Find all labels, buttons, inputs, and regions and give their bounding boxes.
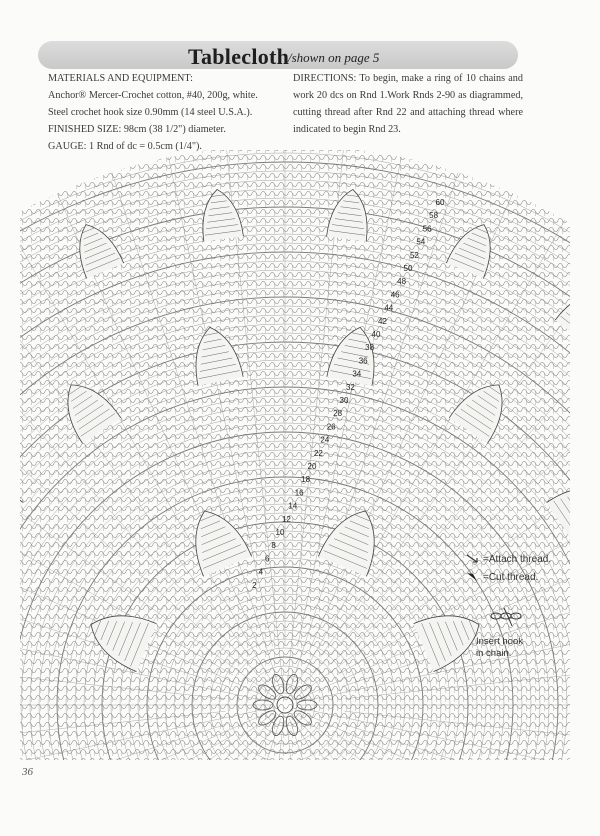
- round-label: 16: [294, 488, 304, 498]
- fan-row: [575, 495, 590, 518]
- round-label: 26: [326, 422, 336, 432]
- materials-line-2: Steel crochet hook size 0.90mm (14 steel U.S.A.).: [48, 107, 253, 118]
- fan-row: [589, 491, 599, 506]
- legend-cut-text: =Cut thread.: [483, 571, 539, 583]
- legend-cut-row: [465, 568, 551, 586]
- round-label: 48: [397, 277, 407, 287]
- round-label: 42: [377, 316, 387, 326]
- round-label: 30: [339, 396, 349, 405]
- stitch-spoke: [297, 764, 401, 836]
- round-label: 36: [358, 356, 368, 366]
- round-label: 24: [320, 435, 330, 445]
- round-label: 34: [352, 369, 362, 379]
- page-number: 36: [22, 766, 33, 778]
- fan-row: [596, 489, 600, 500]
- insert-hook-icon: [486, 604, 536, 634]
- round-label: 18: [301, 475, 311, 485]
- round-label: 56: [422, 224, 432, 234]
- page-subtitle: /shown on page 5: [288, 50, 380, 65]
- materials-heading: MATERIALS AND EQUIPMENT:: [48, 73, 193, 84]
- round-label: 44: [384, 303, 394, 313]
- fan-row: [577, 305, 596, 320]
- stitch-spoke: [0, 754, 250, 836]
- round-label: 22: [313, 448, 323, 458]
- insert-line-2: in chain.: [476, 648, 512, 659]
- legend-attach-row: [465, 550, 551, 568]
- fan-row: [571, 309, 593, 326]
- round-label: 8: [271, 541, 276, 551]
- insert-line-1: Insert hook: [476, 636, 523, 647]
- round-label: 14: [288, 501, 298, 511]
- fan-row: [0, 497, 2, 524]
- attach-thread-icon: [465, 553, 481, 565]
- gauge: GAUGE: 1 Rnd of dc = 0.5cm (1/4").: [48, 141, 202, 152]
- fan-row: [593, 294, 600, 301]
- legend-attach-text: =Attach thread.: [483, 553, 552, 565]
- cut-thread-icon: [465, 571, 481, 583]
- round-label: 40: [371, 330, 381, 339]
- round-label: 46: [390, 290, 400, 300]
- round-label: 54: [416, 237, 426, 247]
- round-label: 12: [281, 514, 291, 524]
- stitch-spoke: [309, 760, 512, 836]
- round-label: 4: [258, 567, 264, 577]
- pineapple-fan: [0, 488, 23, 541]
- stitch-spoke: [320, 754, 600, 836]
- insert-hook-note: [476, 636, 523, 660]
- finished-size: FINISHED SIZE: 98cm (38 1/2") diameter.: [48, 124, 226, 135]
- round-label: 60: [435, 198, 445, 207]
- pineapple-fan: [0, 292, 15, 344]
- stitch-spoke: [169, 764, 273, 836]
- fan-row: [0, 316, 9, 338]
- round-label: 52: [409, 250, 419, 260]
- round-label: 20: [307, 462, 317, 471]
- fan-row: [582, 493, 595, 512]
- round-label: 2: [252, 580, 257, 590]
- page-title: Tablecloth: [188, 44, 290, 69]
- fan-row: [582, 301, 598, 313]
- round-label: 6: [264, 554, 270, 564]
- fan-row: [568, 497, 586, 524]
- fan-row: [0, 312, 4, 331]
- round-label: 50: [403, 264, 413, 273]
- directions-text: DIRECTIONS: To begin, make a ring of 10 chains and work 20 dcs on Rnd 1.Work Rnds 2-90 as diagrammed, cutting thread after Rnd 22 and attaching thread where indicated to begin Rnd 23.: [293, 73, 523, 135]
- round-label: 10: [275, 528, 285, 537]
- fan-row: [0, 501, 16, 535]
- round-label: 28: [333, 409, 343, 419]
- round-label: 32: [345, 382, 355, 392]
- fan-row: [0, 499, 9, 530]
- stitch-spoke: [57, 760, 260, 836]
- fan-row: [588, 298, 600, 308]
- legend: [465, 550, 551, 586]
- round-label: 38: [365, 343, 375, 353]
- round-label: 58: [429, 211, 439, 221]
- materials-line-1: Anchor® Mercer-Crochet cotton, #40, 200g, white.: [48, 90, 258, 101]
